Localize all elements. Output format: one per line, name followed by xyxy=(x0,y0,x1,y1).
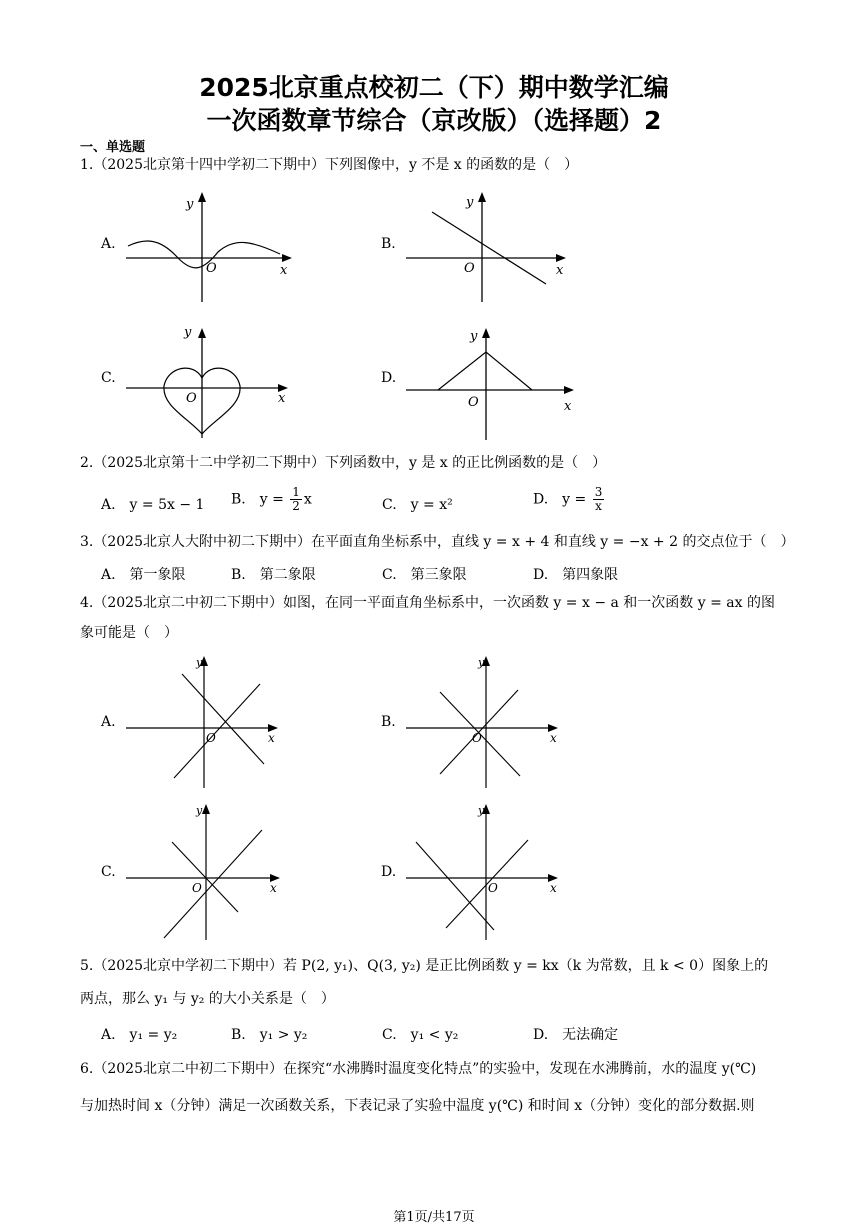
q2-option-c: C. y = x² xyxy=(382,497,453,513)
page-title-line1: 2025北京重点校初二（下）期中数学汇编 xyxy=(199,73,669,102)
q5-option-d: D. 无法确定 xyxy=(533,1027,619,1043)
origin-label: O xyxy=(192,881,202,895)
axis-y-label: y xyxy=(470,329,478,344)
origin-label: O xyxy=(472,731,482,745)
axis-x-label: x xyxy=(550,881,557,895)
question-6-line2: 与加热时间 x（分钟）满足一次函数关系，下表记录了实验中温度 y(℃) 和时间 x（分钟）变化的部分数据.则 xyxy=(80,1098,755,1114)
axis-y-label: y xyxy=(184,325,192,340)
axis-x-label: x xyxy=(270,881,277,895)
axis-y-label: y xyxy=(478,656,485,669)
question-4-line2: 象可能是（ ） xyxy=(80,625,178,641)
axis-y-label: y xyxy=(186,197,194,212)
axis-x-label: x xyxy=(550,731,557,745)
q1-label-b: B. xyxy=(381,236,396,252)
origin-label: O xyxy=(206,731,216,745)
q4-graph-b xyxy=(400,652,570,792)
axis-y-label: y xyxy=(196,656,203,669)
axis-x-label: x xyxy=(556,263,564,278)
origin-label: O xyxy=(206,261,217,276)
question-1-text: 1.（2025北京第十四中学初二下期中）下列图像中，y 不是 x 的函数的是（ ） xyxy=(80,157,579,173)
q4-graph-d xyxy=(400,800,570,944)
q2-option-a: A. y = 5x − 1 xyxy=(101,497,205,513)
q1-label-d: D. xyxy=(381,370,397,386)
axis-x-label: x xyxy=(564,399,572,414)
q4-label-d: D. xyxy=(381,864,397,880)
q1-label-c: C. xyxy=(101,370,116,386)
q5-option-b: B. y₁ > y₂ xyxy=(231,1027,308,1043)
q1-graph-b xyxy=(400,188,580,306)
axis-x-label: x xyxy=(278,391,286,406)
q1-graph-c xyxy=(120,322,300,442)
q4-label-c: C. xyxy=(101,864,116,880)
axis-x-label: x xyxy=(280,263,288,278)
q5-option-c: C. y₁ < y₂ xyxy=(382,1027,459,1043)
q5-option-a: A. y₁ = y₂ xyxy=(101,1027,178,1043)
section-heading: 一、单选题 xyxy=(80,140,146,155)
q3-option-a: A. 第一象限 xyxy=(101,567,186,583)
q3-option-c: C. 第三象限 xyxy=(382,567,467,583)
q1-label-a: A. xyxy=(101,236,116,252)
question-6-line1: 6.（2025北京二中初二下期中）在探究“水沸腾时温度变化特点”的实验中，发现在水沸腾前，水的温度 y(℃) xyxy=(80,1061,757,1077)
q3-option-d: D. 第四象限 xyxy=(533,567,619,583)
origin-label: O xyxy=(186,391,197,406)
question-3-text: 3.（2025北京人大附中初二下期中）在平面直角坐标系中，直线 y = x + 4 和直线 y = −x + 2 的交点位于（ ） xyxy=(80,534,795,550)
question-2-text: 2.（2025北京第十二中学初二下期中）下列函数中，y 是 x 的正比例函数的是（ ） xyxy=(80,455,607,471)
axis-x-label: x xyxy=(268,731,275,745)
q1-graph-d xyxy=(400,322,585,444)
axis-y-label: y xyxy=(196,804,203,817)
q4-graph-a xyxy=(122,652,287,792)
question-5-line1: 5.（2025北京中学初二下期中）若 P(2, y₁)、Q(3, y₂) 是正比例函数 y = kx（k 为常数，且 k < 0）图象上的 xyxy=(80,958,769,974)
q2-option-b: B. y = $\frac{1}{2}$ x xyxy=(231,485,312,513)
origin-label: O xyxy=(488,881,498,895)
axis-y-label: y xyxy=(478,804,485,817)
q3-option-b: B. 第二象限 xyxy=(231,567,316,583)
question-5-line2: 两点，那么 y₁ 与 y₂ 的大小关系是（ ） xyxy=(80,991,335,1007)
question-4-line1: 4.（2025北京二中初二下期中）如图，在同一平面直角坐标系中，一次函数 y = x − a 和一次函数 y = ax 的图 xyxy=(80,595,775,611)
origin-label: O xyxy=(468,395,479,410)
q4-graph-c xyxy=(122,800,287,944)
q4-label-b: B. xyxy=(381,714,396,730)
page-footer: 第1页/共17页 xyxy=(393,1210,475,1225)
origin-label: O xyxy=(464,261,475,276)
q2-option-d: D. y = $\frac{3}{x}$ xyxy=(533,485,603,513)
page-title-line2: 一次函数章节综合（京改版）（选择题）2 xyxy=(206,106,662,135)
q1-graph-a xyxy=(120,188,300,306)
axis-y-label: y xyxy=(466,195,474,210)
q4-label-a: A. xyxy=(101,714,116,730)
